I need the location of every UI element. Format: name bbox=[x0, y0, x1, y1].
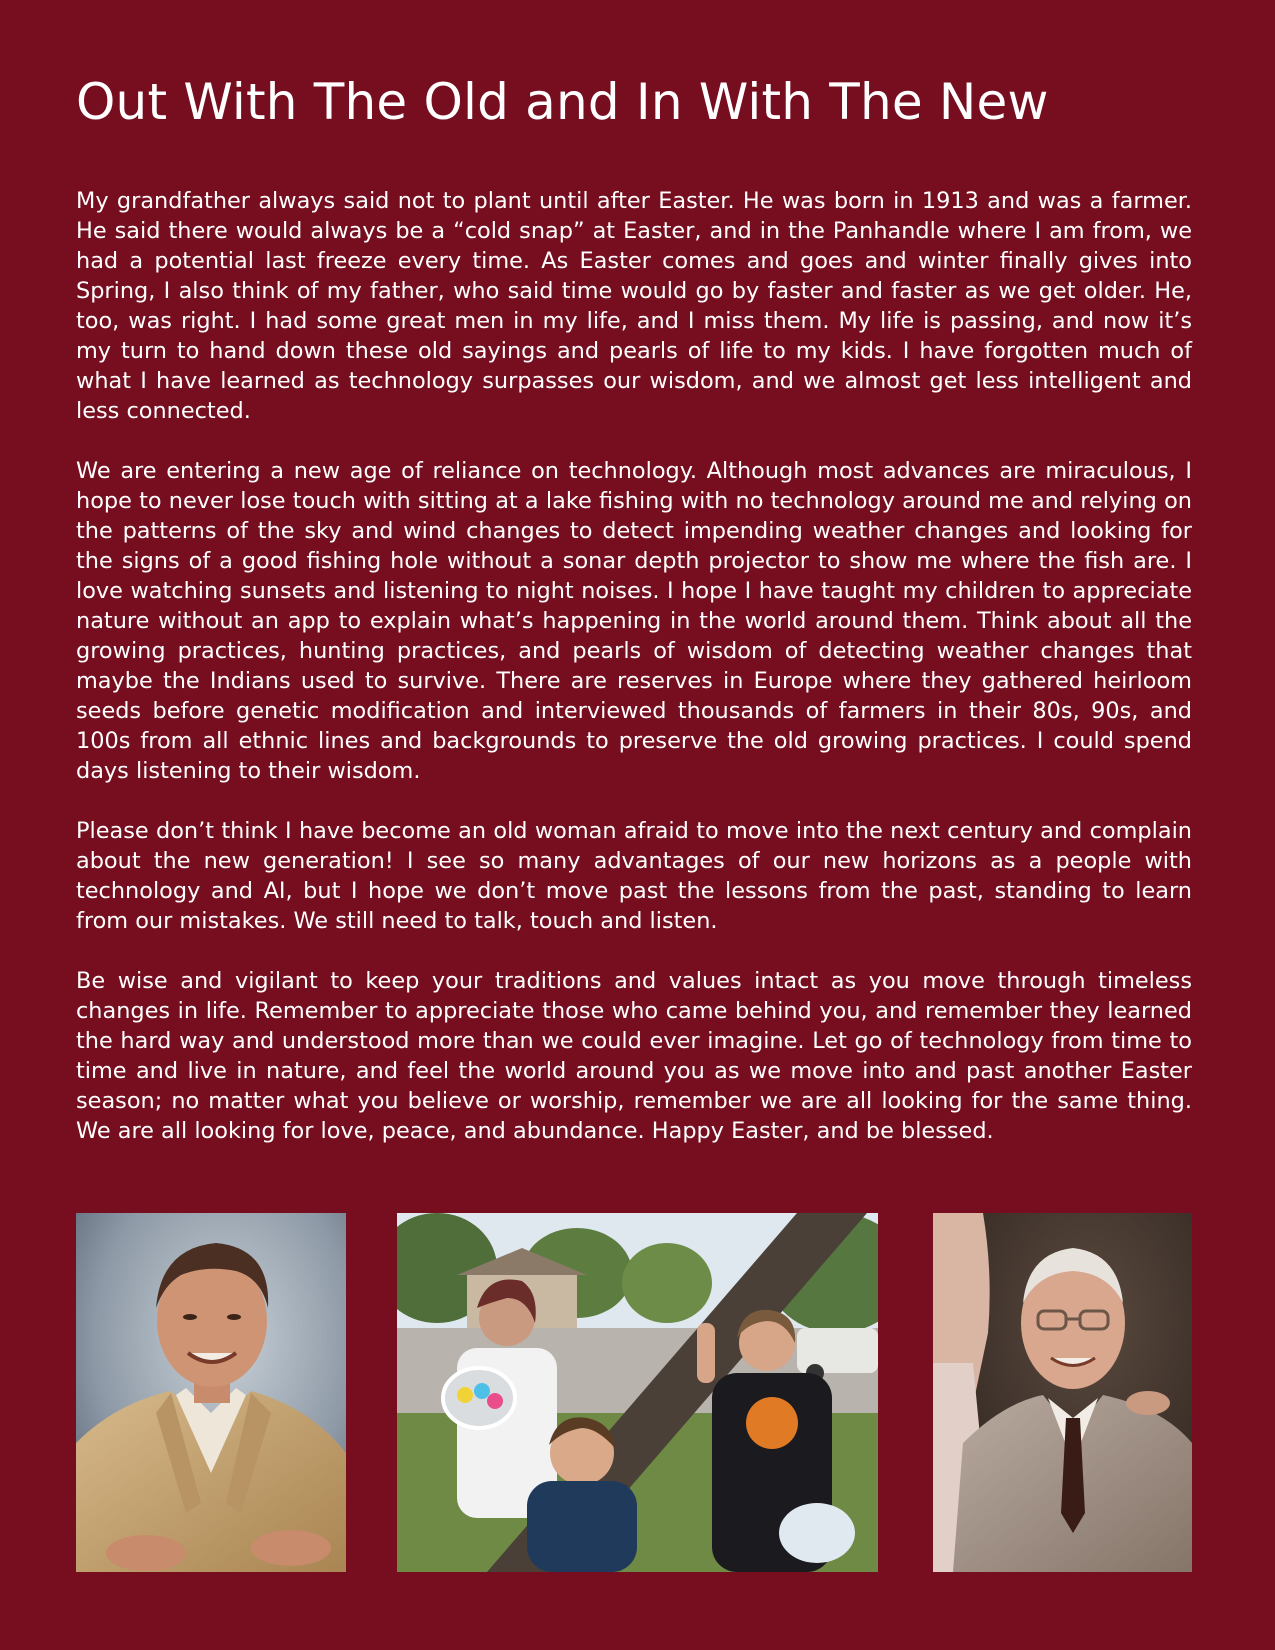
article-paragraph: My grandfather always said not to plant until after Easter. He was born in 1913 and was a farmer. He said there would always be a “cold snap” at Easter, and in the Panhandle where I am from, we had a potential last freeze every time. As Easter comes and goes and winter finally gives into Spring, I also think of my father, who said time would go by faster and faster as we get older. He, too, was right. I had some great men in my life, and I miss them. My life is passing, and now it’s my turn to hand down these old sayings and pearls of life to my kids. I have forgotten much of what I have learned as technology surpasses our wisdom, and we almost get less intelligent and less connected. bbox=[76, 188, 1192, 424]
article-paragraph: Please don’t think I have become an old woman afraid to move into the next century and complain about the new generation! I see so many advantages of our new horizons as a people with technology and AI, but I hope we don’t move past the lessons from the past, standing to learn from our mistakes. We still need to talk, touch and listen. bbox=[76, 818, 1192, 934]
portrait-photo-icon bbox=[933, 1213, 1192, 1572]
father-portrait-photo bbox=[76, 1213, 346, 1572]
article-paragraph: Be wise and vigilant to keep your traditions and values intact as you move through timeless changes in life. Remember to appreciate those who came behind you, and remember they learned the hard way and understood more than we could ever imagine. Let go of technology from time to time and live in nature, and feel the world around you as we move into and past another Easter season; no matter what you believe or worship, remember we are all looking for the same thing. We are all looking for love, peace, and abundance. Happy Easter, and be blessed. bbox=[76, 968, 1192, 1144]
children-easter-photo bbox=[397, 1213, 878, 1572]
article-title: Out With The Old and In With The New bbox=[76, 73, 1049, 131]
article-paragraph: We are entering a new age of reliance on technology. Although most advances are miraculous, I hope to never lose touch with sitting at a lake fishing with no technology around me and relying on the patterns of the sky and wind changes to detect impending weather changes and looking for the signs of a good fishing hole without a sonar depth projector to show me where the fish are. I love watching sunsets and listening to night noises. I hope I have taught my children to appreciate nature without an app to explain what’s happening in the world around them. Think about all the growing practices, hunting practices, and pearls of wisdom of detecting weather changes that maybe the Indians used to survive. There are reserves in Europe where they gathered heirloom seeds before genetic modification and interviewed thousands of farmers in their 80s, 90s, and 100s from all ethnic lines and backgrounds to preserve the old growing practices. I could spend days listening to their wisdom. bbox=[76, 458, 1192, 784]
portrait-photo-icon bbox=[76, 1213, 346, 1572]
article-body bbox=[76, 186, 1192, 1176]
family-photo-icon bbox=[397, 1213, 878, 1572]
grandfather-portrait-photo bbox=[933, 1213, 1192, 1572]
